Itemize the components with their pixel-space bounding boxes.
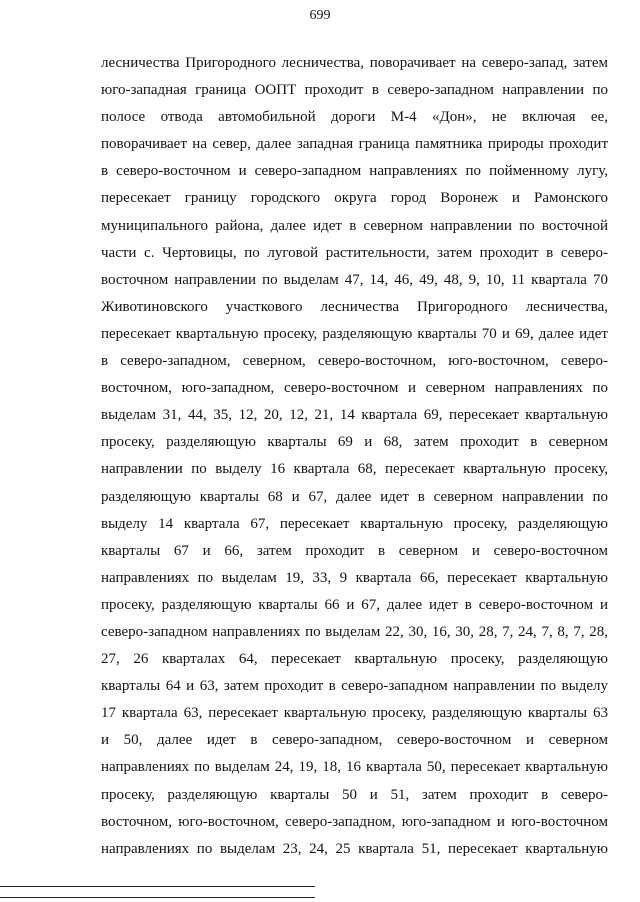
text-line: кварталы 64 и 63, затем проходит в северо-западном направлении по выделу <box>101 678 608 695</box>
text-line: северо-западном направлениях по выделам 22, 30, 16, 30, 28, 7, 24, 7, 8, 7, 28, <box>101 623 608 640</box>
text-line: поворачивает на север, далее западная граница памятника природы проходит <box>101 136 608 153</box>
text-line: и 50, далее идет в северо-западном, северо-восточном и северном <box>101 732 608 749</box>
text-line: лесничества Пригородного лесничества, поворачивает на северо-запад, затем <box>101 55 608 71</box>
text-line: просеку, разделяющую кварталы 50 и 51, затем проходит в северо- <box>101 786 608 803</box>
body-text <box>101 50 608 863</box>
page-number: 699 <box>309 8 331 23</box>
text-line: просеку, разделяющую кварталы 69 и 68, затем проходит в северном <box>101 434 608 451</box>
text-line: 17 квартала 63, пересекает квартальную просеку, разделяющую кварталы 63 <box>101 705 608 722</box>
text-line: направлениях по выделам 24, 19, 18, 16 квартала 50, пересекает квартальную <box>101 759 608 776</box>
text-line: восточном, юго-восточном, северо-западном, юго-западном и юго-восточном <box>101 813 608 830</box>
text-line: направлении по выделу 16 квартала 68, пересекает квартальную просеку, <box>101 461 608 478</box>
text-line: в северо-восточном и северо-западном направлениях по пойменному лугу, <box>101 163 608 180</box>
text-line: разделяющую кварталы 68 и 67, далее идет в северном направлении по <box>101 488 608 505</box>
text-line: просеку, разделяющую кварталы 66 и 67, далее идет в северо-восточном и <box>101 596 608 613</box>
text-line: муниципального района, далее идет в северном направлении по восточной <box>101 217 608 234</box>
text-line: кварталы 67 и 66, затем проходит в северном и северо-восточном <box>101 542 608 559</box>
text-line: Животиновского участкового лесничества Пригородного лесничества, <box>101 298 608 315</box>
text-line: пересекает квартальную просеку, разделяющую кварталы 70 и 69, далее идет <box>101 325 608 342</box>
text-line: полосе отвода автомобильной дороги М-4 «Дон», не включая ее, <box>101 109 608 126</box>
text-line: выделу 14 квартала 67, пересекает квартальную просеку, разделяющую <box>101 515 608 532</box>
text-line: направлениях по выделам 19, 33, 9 квартала 66, пересекает квартальную <box>101 569 608 586</box>
text-line: в северо-западном, северном, северо-восточном, юго-восточном, северо- <box>101 353 608 370</box>
footer-rule <box>0 886 315 887</box>
text-line: выделам 31, 44, 35, 12, 20, 12, 21, 14 квартала 69, пересекает квартальную <box>101 407 608 424</box>
text-line: 27, 26 кварталах 64, пересекает квартальную просеку, разделяющую <box>101 651 608 668</box>
text-line: части с. Чертовицы, по луговой растительности, затем проходит в северо- <box>101 244 608 261</box>
text-line: пересекает границу городского округа город Воронеж и Рамонского <box>101 190 608 207</box>
footer-rule <box>0 897 315 898</box>
text-line: восточном, юго-западном, северо-восточном и северном направлениях по <box>101 380 608 397</box>
text-line: направлениях по выделам 23, 24, 25 квартала 51, пересекает квартальную <box>101 840 608 857</box>
text-line: юго-западная граница ООПТ проходит в северо-западном направлении по <box>101 82 608 99</box>
text-line: восточном направлении по выделам 47, 14, 46, 49, 48, 9, 10, 11 квартала 70 <box>101 271 608 288</box>
